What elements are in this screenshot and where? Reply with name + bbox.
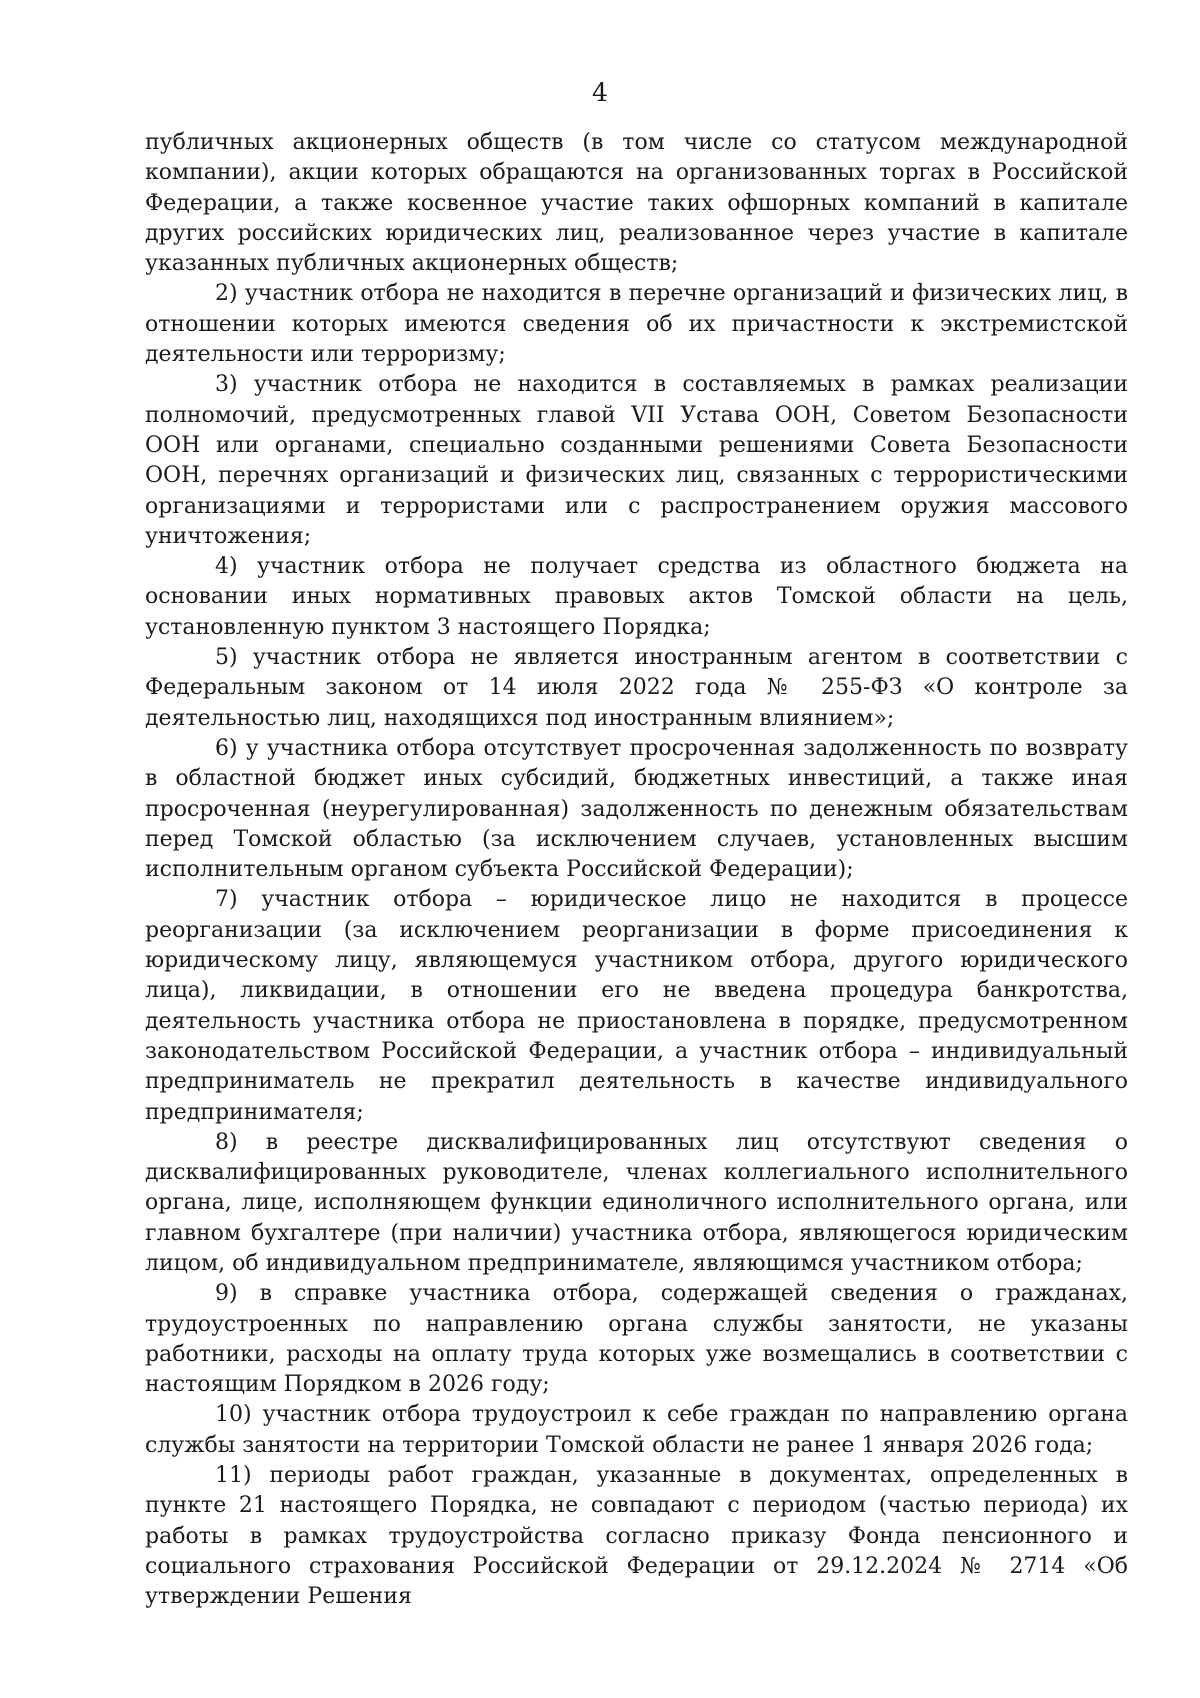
paragraph-item-5: 5) участник отбора не является иностранным агентом в соответствии с Федеральным законом от 14 июля 2022 года № 255-ФЗ «О контроле за деятельностью лиц, находящихся под иностранным влиянием»; — [145, 645, 1128, 731]
paragraph-item-6: 6) у участника отбора отсутствует просроченная задолженность по возврату в областной бюджет иных субсидий, бюджетных инвестиций, а также иная просроченная (неурегулированная) задолженность по денежным обязательствам перед Томской областью (за исключением случаев, установленных высшим исполнительным органом субъекта Российской Федерации); — [145, 735, 1128, 883]
paragraph-item-11: 11) периоды работ граждан, указанные в документах, определенных в пункте 21 настоящего Порядка, не совпадают с периодом (частью периода) их работы в рамках трудоустройства согласно приказу Фонда пенсионного и социального страхования Российской Федерации от 29.12.2024 № 2714 «Об утверждении Решения — [145, 1463, 1128, 1610]
paragraph-item-10: 10) участник отбора трудоустроил к себе граждан по направлению органа службы занятости на территории Томской области не ранее 1 января 2026 года; — [145, 1402, 1128, 1458]
paragraph-item-9: 9) в справке участника отбора, содержащей сведения о гражданах, трудоустроенных по направлению органа службы занятости, не указаны работники, расходы на оплату труда которых уже возмещались в соответствии с настоящим Порядком в 2026 году; — [145, 1281, 1128, 1398]
paragraph-continuation: публичных акционерных обществ (в том числе со статусом международной компании), акции которых обращаются на организованных торгах в Российской Федерации, а также косвенное участие таких офшорных компаний в капитале других российских юридических лиц, реализованное через участие в капитале указанных публичных акционерных обществ; — [145, 130, 1128, 277]
paragraph-item-4: 4) участник отбора не получает средства из областного бюджета на основании иных нормативных правовых актов Томской области на цель, установленную пунктом 3 настоящего Порядка; — [145, 554, 1128, 640]
paragraph-item-8: 8) в реестре дисквалифицированных лиц отсутствуют сведения о дисквалифицированных руководителе, членах коллегиального исполнительного органа, лице, исполняющем функции единоличного исполнительного органа, или главном бухгалтере (при наличии) участника отбора, являющегося юридическим лицом, об индивидуальном предпринимателе, являющимся участником отбора; — [145, 1129, 1128, 1276]
paragraph-item-3: 3) участник отбора не находится в составляемых в рамках реализации полномочий, предусмотренных главой VII Устава ООН, Советом Безопасности ООН или органами, специально созданными решениями Совета Безопасности ООН, перечнях организаций и физических лиц, связанных с террористическими организациями и террористами или с распространением оружия массового уничтожения; — [145, 372, 1128, 549]
page-number: 4 — [592, 78, 608, 107]
document-body — [145, 128, 1128, 1613]
paragraph-item-2: 2) участник отбора не находится в перечне организаций и физических лиц, в отношении которых имеются сведения об их причастности к экстремистской деятельности или терроризму; — [145, 281, 1128, 368]
paragraph-item-7: 7) участник отбора – юридическое лицо не находится в процессе реорганизации (за исключением реорганизации в форме присоединения к юридическому лицу, являющемуся участником отбора, другого юридического лица), ликвидации, в отношении его не введена процедура банкротства, деятельность участника отбора не приостановлена в порядке, предусмотренном законодательством Российской Федерации, а участник отбора – индивидуальный предприниматель не прекратил деятельность в качестве индивидуального предпринимателя; — [145, 887, 1128, 1125]
